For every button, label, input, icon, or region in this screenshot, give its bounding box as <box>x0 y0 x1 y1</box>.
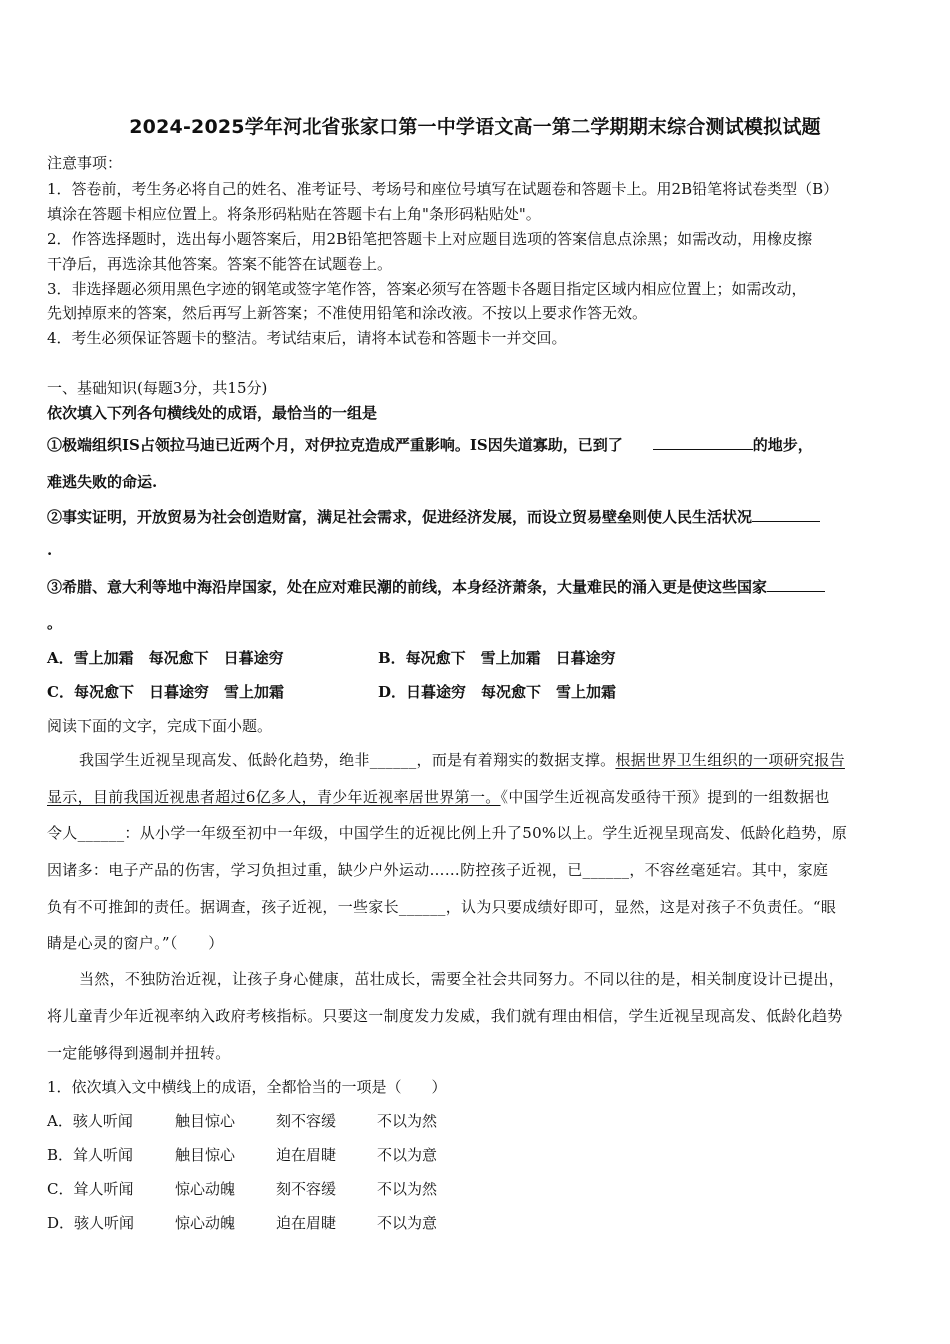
notice-line: 3．非选择题必须用黑色字迹的钢笔或签字笔作答，答案必须写在答题卡各题目指定区域内相应位置上；如需改动， <box>47 280 807 298</box>
answer-blank: ______ <box>369 751 417 769</box>
passage-line: 因诸多：电子产品的伤害，学习负担过重，缺少户外运动……防控孩子近视，已______，不容丝毫延宕。其中，家庭 <box>47 861 829 879</box>
sentence-3-end: 。 <box>47 614 63 632</box>
option-a[interactable]: A．雪上加霜 每况愈下 日暮途穷 <box>47 649 284 667</box>
section-heading: 一、基础知识(每题3分，共15分) <box>47 379 268 397</box>
sentence-3-text: ③希腊、意大利等地中海沿岸国家，处在应对难民潮的前线，本身经济萧条，大量难民的涌入更是使这些国家 <box>47 578 768 596</box>
notice-line: 4．考生必须保证答题卡的整洁。考试结束后，请将本试卷和答题卡一并交回。 <box>47 329 567 347</box>
underlined-sentence: 根据世界卫生组织的一项研究报告 <box>615 751 845 769</box>
sentence-2 <box>47 506 820 527</box>
passage-line: 令人______：从小学一年级至初中一年级，中国学生的近视比例上升了50%以上。学生近视呈现高发、低龄化趋势，原 <box>47 824 848 842</box>
sentence-1-end: 的地步， <box>752 436 813 454</box>
answer-blank: ______ <box>398 898 446 916</box>
option-c[interactable]: C．每况愈下 日暮途穷 雪上加霜 <box>47 683 284 701</box>
underlined-sentence: 显示，目前我国近视患者超过6亿多人，青少年近视率居世界第一。 <box>47 788 501 806</box>
sentence-1-cont: 难逃失败的命运. <box>47 473 158 491</box>
sentence-2-end: . <box>47 541 53 559</box>
notice-line: 先划掉原来的答案，然后再写上新答案；不准使用铅笔和涂改液。不按以上要求作答无效。 <box>47 304 648 322</box>
notice-heading: 注意事项： <box>47 154 123 172</box>
answer-blank <box>653 435 753 450</box>
passage-line: 我国学生近视呈现高发、低龄化趋势，绝非______，而是有着翔实的数据支撑。根据世界卫生组织的一项研究报告 <box>79 751 845 769</box>
passage-line: 显示，目前我国近视患者超过6亿多人，青少年近视率居世界第一。《中国学生近视高发亟待干预》提到的一组数据也 <box>47 788 830 806</box>
answer-blank: ______ <box>77 824 125 842</box>
notice-line: 填涂在答题卡相应位置上。将条形码粘贴在答题卡右上角"条形码粘贴处"。 <box>47 205 541 223</box>
notice-line: 1．答卷前，考生务必将自己的姓名、准考证号、考场号和座位号填写在试题卷和答题卡上。用2B铅笔将试卷类型（B） <box>47 180 839 198</box>
answer-blank: ______ <box>582 861 630 879</box>
answer-blank <box>752 507 820 522</box>
question-1-stem: 1．依次填入文中横线上的成语，全都恰当的一项是（ ） <box>47 1078 447 1096</box>
passage-line: 睛是心灵的窗户。”（ ） <box>47 934 224 952</box>
answer-blank <box>767 577 825 592</box>
sentence-3 <box>47 576 825 597</box>
passage-line: 将儿童青少年近视率纳入政府考核指标。只要这一制度发力发威，我们就有理由相信，学生近视呈现高发、低龄化趋势 <box>47 1007 843 1025</box>
sentence-1-text: ①极端组织IS占领拉马迪已近两个月，对伊拉克造成严重影响。IS因失道寡助，已到了 <box>47 436 623 454</box>
reading-intro: 阅读下面的文字，完成下面小题。 <box>47 717 273 735</box>
option-d[interactable]: D．日暮途穷 每况愈下 雪上加霜 <box>378 683 617 701</box>
passage-line: 负有不可推卸的责任。据调查，孩子近视，一些家长______，认为只要成绩好即可，显然，这是对孩子不负责任。“眼 <box>47 898 837 916</box>
notice-line: 干净后，再选涂其他答案。答案不能答在试题卷上。 <box>47 255 393 273</box>
passage-line: 一定能够得到遏制并扭转。 <box>47 1044 231 1062</box>
exam-page: 2024-2025学年河北省张家口第一中学语文高一第二学期期末综合测试模拟试题 注意事项： 1．答卷前，考生务必将自己的姓名、准考证号、考场号和座位号填写在试题卷和答题卡上。用2B铅笔将试卷类型（B） 填涂在答题卡相应位置上。将条形码粘贴在答题卡右上角"条形码粘贴处"。 2．作答选择题时，选出每小题答案后，用2B铅笔把答题卡上对应题目选项的答案信息点涂黑；如需改动，用橡皮擦 干净后，再选涂其他答案。答案不能答在试题卷上。 3．非选择题必须用黑色字迹的钢笔或签字笔作答，答案必须写在答题卡各题目指定区域内相应位置上；如需改动， 先划掉原来的答案，然后再写上新答案；不准使用铅笔和涂改液。不按以上要求作答无效。 4．考生必须保证答题卡的整洁。考试结束后，请将本试卷和答题卡一并交回。 一、基础知识(每题3分，共15分) 依次填入下列各句横线处的成语，最恰当的一组是 ①极端组织IS占领拉马迪已近两个月，对伊拉克造成严重影响。IS因失道寡助，已到了 的地步， 难逃失败的命运. ②事实证明，开放贸易为社会创造财富，满足社会需求，促进经济发展，而设立贸易壁垒则使人民生活状况 . ③希腊、意大利等地中海沿岸国家，处在应对难民潮的前线，本身经济萧条，大量难民的涌入更是使这些国家 。 A．雪上加霜 每况愈下 日暮途穷 B．每况愈下 雪上加霜 日暮途穷 C．每况愈下 日暮途穷 雪上加霜 D．日暮途穷 每况愈下 雪上加霜 阅读下面的文字，完成下面小题。 我国学生近视呈现高发、低龄化趋势，绝非______，而是有着翔实的数据支撑。根据世界卫生组织的一项研究报告 显示，目前我国近视患者超过6亿多人，青少年近视率居世界第一。《中国学生近视高发亟待干预》提到的一组数据也 令人______：从小学一年级至初中一年级，中国学生的近视比例上升了50%以上。学生近视呈现高发、低龄化趋势，原 因诸多：电子产品的伤害，学习负担过重，缺少户外运动……防控孩子近视，已______，不容丝毫延宕。其中，家庭 负有不可推卸的责任。据调查，孩子近视，一些家长______，认为只要成绩好即可，显然，这是对孩子不负责任。“眼 睛是心灵的窗户。”（ ） 当然，不独防治近视，让孩子身心健康，茁壮成长，需要全社会共同努力。不同以往的是，相关制度设计已提出， 将儿童青少年近视率纳入政府考核指标。只要这一制度发力发威，我们就有理由相信，学生近视呈现高发、低龄化趋势 一定能够得到遏制并扭转。 1．依次填入文中横线上的成语，全都恰当的一项是（ ） A．骇人听闻 触目惊心 刻不容缓 不以为然 B．耸人听闻 触目惊心 迫在眉睫 不以为意 C．耸人听闻 惊心动魄 刻不容缓 不以为然 D．骇人听闻 惊心动魄 迫在眉睫 不以为意 <box>0 0 950 1344</box>
passage-line: 当然，不独防治近视，让孩子身心健康，茁壮成长，需要全社会共同努力。不同以往的是，相关制度设计已提出， <box>79 970 845 988</box>
sentence-2-text: ②事实证明，开放贸易为社会创造财富，满足社会需求，促进经济发展，而设立贸易壁垒则使人民生活状况 <box>47 508 753 526</box>
sentence-1 <box>47 434 813 455</box>
option-b[interactable]: B．每况愈下 雪上加霜 日暮途穷 <box>378 649 616 667</box>
notice-line: 2．作答选择题时，选出每小题答案后，用2B铅笔把答题卡上对应题目选项的答案信息点涂黑；如需改动，用橡皮擦 <box>47 230 813 248</box>
question-prompt: 依次填入下列各句横线处的成语，最恰当的一组是 <box>47 404 378 422</box>
page-title: 2024-2025学年河北省张家口第一中学语文高一第二学期期末综合测试模拟试题 <box>129 116 821 138</box>
